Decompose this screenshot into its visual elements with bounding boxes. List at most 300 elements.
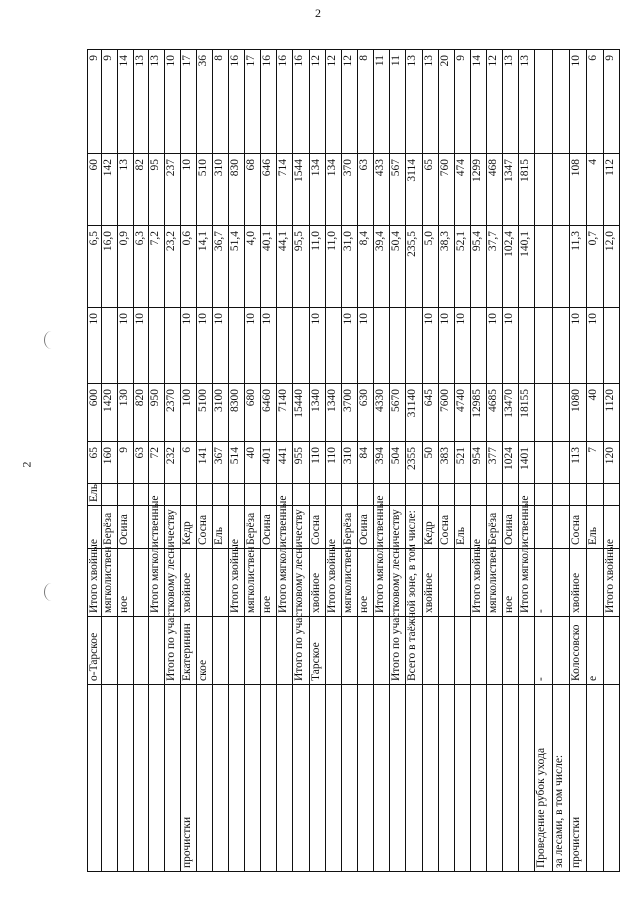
table-cell-number	[535, 384, 553, 442]
table-cell-number: 8	[358, 50, 374, 154]
table-cell-number: 10	[342, 308, 358, 384]
table-cell-number: 14	[471, 50, 487, 154]
table-cell-text	[102, 484, 118, 506]
table-cell-text	[604, 484, 620, 506]
table-cell-number: 40	[587, 384, 604, 442]
table-cell-text	[553, 506, 570, 549]
table-cell-number: 10	[423, 308, 439, 384]
table-cell-number: 645	[423, 384, 439, 442]
table-cell-number: 3700	[342, 384, 358, 442]
table-row	[423, 50, 439, 872]
table-row	[118, 50, 134, 872]
table-cell-number: 60	[88, 154, 102, 226]
table-cell-text	[165, 685, 181, 872]
table-cell-text	[326, 484, 342, 506]
table-cell-text: мягколиствен	[102, 549, 118, 617]
table-cell-number: 13	[118, 154, 134, 226]
table-cell-text	[358, 685, 374, 872]
table-cell-number: 310	[213, 154, 229, 226]
table-cell-number: 714	[277, 154, 293, 226]
table-cell-number: 130	[118, 384, 134, 442]
table-cell-number: 394	[374, 442, 390, 484]
table-cell-text	[519, 617, 535, 685]
table-cell-number: 110	[310, 442, 326, 484]
table-cell-text: Всего в таёжной зоне, в том числе:	[406, 617, 423, 685]
table-cell-text	[487, 685, 503, 872]
table-cell-text	[570, 484, 587, 506]
punch-hole-lower	[44, 583, 59, 601]
page-number-side: 2	[19, 461, 34, 468]
table-row	[604, 50, 620, 872]
table-cell-number: 680	[245, 384, 261, 442]
table-cell-text: Осина	[503, 506, 519, 549]
table-cell-text	[503, 617, 519, 685]
table-cell-text	[134, 685, 149, 872]
table-cell-text: ное	[503, 549, 519, 617]
table-cell-number: 4330	[374, 384, 390, 442]
table-row	[197, 50, 213, 872]
table-cell-number: 12	[342, 50, 358, 154]
table-cell-number: 232	[165, 442, 181, 484]
table-cell-number: 102,4	[503, 226, 519, 308]
table-cell-number: 1024	[503, 442, 519, 484]
table-cell-text	[342, 617, 358, 685]
table-cell-number: 140,1	[519, 226, 535, 308]
table-cell-number: 521	[455, 442, 471, 484]
table-cell-number	[374, 308, 390, 384]
table-cell-text: Ель	[213, 506, 229, 549]
table-cell-number: 12	[487, 50, 503, 154]
table-cell-text: хвойное	[423, 549, 439, 617]
table-cell-number	[519, 308, 535, 384]
table-cell-number: 72	[149, 442, 165, 484]
table-cell-number: 13	[423, 50, 439, 154]
table-cell-number: 16	[277, 50, 293, 154]
table-cell-number: 9	[118, 442, 134, 484]
table-cell-number	[535, 154, 553, 226]
table-cell-text: Проведение рубок ухода	[535, 685, 553, 872]
table-cell-text	[149, 685, 165, 872]
table-cell-number: 514	[229, 442, 245, 484]
table-cell-text: ное	[358, 549, 374, 617]
table-cell-text	[471, 484, 487, 506]
table-cell-number	[165, 308, 181, 384]
table-cell-text	[118, 484, 134, 506]
table-cell-number: 141	[197, 442, 213, 484]
table-row	[503, 50, 519, 872]
table-cell-number: 6460	[261, 384, 277, 442]
table-cell-number: 10	[181, 308, 197, 384]
table-cell-text: Итого хвойные	[326, 549, 342, 617]
table-cell-number	[149, 308, 165, 384]
table-cell-text	[310, 484, 326, 506]
table-cell-text: Итого хвойные	[88, 549, 102, 617]
table-cell-text: Кедр	[181, 506, 197, 549]
table-cell-text	[587, 549, 604, 617]
table-cell-text	[455, 484, 471, 506]
table-cell-text: Итого по участковому лесничеству	[293, 617, 310, 685]
table-cell-number: 10	[245, 308, 261, 384]
punch-hole-upper	[44, 331, 59, 349]
table-cell-number: 6,3	[134, 226, 149, 308]
table-cell-number: 13	[519, 50, 535, 154]
table-row	[165, 50, 181, 872]
table-cell-text	[535, 484, 553, 506]
table-cell-text	[390, 484, 406, 506]
table-cell-number: 646	[261, 154, 277, 226]
table-cell-number: 40,1	[261, 226, 277, 308]
table-cell-number: 160	[102, 442, 118, 484]
table-cell-text	[390, 685, 406, 872]
table-cell-text	[455, 549, 471, 617]
table-cell-number: 0,9	[118, 226, 134, 308]
table-cell-number: 383	[439, 442, 455, 484]
table-cell-number: 31140	[406, 384, 423, 442]
table-cell-number: 39,4	[374, 226, 390, 308]
table-cell-text: Осина	[118, 506, 134, 549]
table-cell-text	[604, 685, 620, 872]
table-cell-number: 10	[587, 308, 604, 384]
table-cell-text	[181, 484, 197, 506]
table-row	[261, 50, 277, 872]
table-cell-text	[406, 484, 423, 506]
table-cell-number	[390, 308, 406, 384]
table-cell-text	[553, 549, 570, 617]
table-cell-text: Итого мягколиственные	[374, 549, 390, 617]
table-cell-number: 16,0	[102, 226, 118, 308]
table-row	[149, 50, 165, 872]
table-cell-number: 120	[604, 442, 620, 484]
table-cell-number: 474	[455, 154, 471, 226]
table-cell-number: 10	[503, 308, 519, 384]
table-cell-text: Ель	[455, 506, 471, 549]
table-row	[455, 50, 471, 872]
table-cell-number: 63	[358, 154, 374, 226]
table-cell-text	[134, 484, 149, 506]
table-cell-number: 51,4	[229, 226, 245, 308]
table-cell-number: 4,0	[245, 226, 261, 308]
table-row	[374, 50, 390, 872]
table-cell-text: Берёза	[102, 506, 118, 549]
table-cell-number: 134	[326, 154, 342, 226]
table-cell-text	[423, 617, 439, 685]
table-row	[535, 50, 553, 872]
table-cell-number: 567	[390, 154, 406, 226]
table-cell-text	[455, 617, 471, 685]
table-cell-text	[342, 484, 358, 506]
table-cell-text: Ель	[88, 484, 102, 506]
table-cell-number: 50,4	[390, 226, 406, 308]
table-cell-number	[535, 226, 553, 308]
table-row	[358, 50, 374, 872]
table-cell-number: 630	[358, 384, 374, 442]
table-cell-number: 370	[342, 154, 358, 226]
table-cell-number: 10	[134, 308, 149, 384]
table-cell-number: 367	[213, 442, 229, 484]
table-cell-number	[604, 308, 620, 384]
table-cell-text: мягколиствен	[245, 549, 261, 617]
table-cell-number: 10	[181, 154, 197, 226]
table-cell-number: 377	[487, 442, 503, 484]
table-cell-number: 65	[423, 154, 439, 226]
table-cell-number: 0,7	[587, 226, 604, 308]
table-cell-text	[439, 549, 455, 617]
table-cell-number: 9	[102, 50, 118, 154]
table-cell-text	[326, 617, 342, 685]
table-cell-number: 13	[149, 50, 165, 154]
table-cell-text: е	[587, 617, 604, 685]
table-cell-text	[519, 685, 535, 872]
table-row	[213, 50, 229, 872]
table-cell-number: 10	[261, 308, 277, 384]
table-cell-text: Сосна	[310, 506, 326, 549]
table-cell-text	[553, 617, 570, 685]
table-cell-number: 100	[181, 384, 197, 442]
table-row	[181, 50, 197, 872]
table-cell-number: 1347	[503, 154, 519, 226]
table-cell-text: хвойное	[570, 549, 587, 617]
table-cell-text: хвойное	[310, 549, 326, 617]
table-cell-number: 1544	[293, 154, 310, 226]
table-cell-text	[553, 484, 570, 506]
table-cell-text	[604, 617, 620, 685]
table-row	[88, 50, 102, 872]
table-cell-number: 17	[245, 50, 261, 154]
table-cell-text	[293, 685, 310, 872]
table-row	[406, 50, 423, 872]
table-cell-number: 11	[390, 50, 406, 154]
table-cell-text	[423, 484, 439, 506]
table-cell-text	[213, 685, 229, 872]
table-cell-number	[293, 308, 310, 384]
table-cell-number: 112	[604, 154, 620, 226]
table-cell-text: Итого по участковому лесничеству	[165, 617, 181, 685]
table-cell-number: 4	[587, 154, 604, 226]
table-cell-number: 9	[455, 50, 471, 154]
table-cell-text: Итого хвойные	[229, 549, 245, 617]
table-cell-number: 68	[245, 154, 261, 226]
table-cell-number: 1080	[570, 384, 587, 442]
table-cell-number: 44,1	[277, 226, 293, 308]
table-cell-text	[358, 617, 374, 685]
table-cell-number: 0,6	[181, 226, 197, 308]
table-cell-number	[553, 308, 570, 384]
table-cell-number: 12	[310, 50, 326, 154]
table-cell-number: 8,4	[358, 226, 374, 308]
table-cell-number	[535, 442, 553, 484]
table-cell-text	[277, 617, 293, 685]
table-cell-number: 50	[423, 442, 439, 484]
table-row	[553, 50, 570, 872]
table-cell-number: 40	[245, 442, 261, 484]
table-cell-number: 1420	[102, 384, 118, 442]
table-cell-number: 468	[487, 154, 503, 226]
table-cell-number	[553, 154, 570, 226]
table-cell-text	[197, 685, 213, 872]
table-cell-text	[587, 484, 604, 506]
table-cell-number: 12985	[471, 384, 487, 442]
table-cell-number: 6	[587, 50, 604, 154]
table-cell-number: 10	[570, 308, 587, 384]
table-cell-number: 600	[88, 384, 102, 442]
table-cell-text	[197, 549, 213, 617]
table-cell-text	[134, 506, 149, 549]
table-cell-text: Кедр	[423, 506, 439, 549]
table-cell-text	[229, 617, 245, 685]
table-cell-text	[261, 617, 277, 685]
table-cell-text	[149, 617, 165, 685]
table-cell-number: 13	[134, 50, 149, 154]
table-cell-text: Итого хвойные	[604, 549, 620, 617]
table-cell-number: 134	[310, 154, 326, 226]
table-cell-number: 37,7	[487, 226, 503, 308]
table-cell-number: 7600	[439, 384, 455, 442]
table-cell-number: 14	[118, 50, 134, 154]
table-cell-number: 11,0	[326, 226, 342, 308]
table-cell-number	[102, 308, 118, 384]
table-cell-text	[118, 685, 134, 872]
table-cell-text: Сосна	[197, 506, 213, 549]
table-cell-number: 820	[134, 384, 149, 442]
table-cell-number	[471, 308, 487, 384]
table-cell-number: 108	[570, 154, 587, 226]
table-row	[229, 50, 245, 872]
table-cell-number: 36	[197, 50, 213, 154]
table-cell-number	[553, 226, 570, 308]
table-cell-text	[197, 484, 213, 506]
table-cell-number: 6,5	[88, 226, 102, 308]
table-cell-number: 31,0	[342, 226, 358, 308]
table-cell-number: 955	[293, 442, 310, 484]
table-row	[439, 50, 455, 872]
table-cell-number: 830	[229, 154, 245, 226]
table-cell-text	[487, 484, 503, 506]
table-cell-number: 52,1	[455, 226, 471, 308]
table-cell-number: 11,0	[310, 226, 326, 308]
table-cell-number	[535, 50, 553, 154]
table-cell-text: Сосна	[439, 506, 455, 549]
table-cell-text: ное	[261, 549, 277, 617]
table-cell-text: прочистки	[570, 685, 587, 872]
table-cell-text: Тарское	[310, 617, 326, 685]
table-cell-text: Берёза	[342, 506, 358, 549]
table-cell-number: 11,3	[570, 226, 587, 308]
table-cell-text: мягколиствен	[487, 549, 503, 617]
table-cell-number: 11	[374, 50, 390, 154]
table-cell-text	[310, 685, 326, 872]
table-cell-text	[439, 484, 455, 506]
table-cell-number: 2370	[165, 384, 181, 442]
table-cell-number: 5,0	[423, 226, 439, 308]
table-cell-text	[358, 484, 374, 506]
table-cell-text	[261, 685, 277, 872]
table-cell-number: 310	[342, 442, 358, 484]
table-cell-text	[503, 685, 519, 872]
table-cell-text	[245, 617, 261, 685]
table-cell-text: Колосовско	[570, 617, 587, 685]
table-cell-text: Берёза	[245, 506, 261, 549]
table-cell-text	[102, 617, 118, 685]
forest-care-table	[87, 49, 620, 872]
table-cell-text	[503, 484, 519, 506]
table-cell-number: 113	[570, 442, 587, 484]
table-cell-number: 1401	[519, 442, 535, 484]
table-cell-text: Итого хвойные	[471, 549, 487, 617]
table-cell-text: мягколиствен	[342, 549, 358, 617]
table-cell-text	[471, 617, 487, 685]
table-cell-number: 4685	[487, 384, 503, 442]
table-cell-number: 3100	[213, 384, 229, 442]
table-cell-text: -	[535, 617, 553, 685]
table-row	[293, 50, 310, 872]
table-cell-text: Осина	[261, 506, 277, 549]
table-cell-text	[165, 484, 181, 506]
table-cell-number: 110	[326, 442, 342, 484]
table-cell-number	[535, 308, 553, 384]
table-cell-number: 10	[197, 308, 213, 384]
table-cell-number	[326, 308, 342, 384]
table-cell-number: 954	[471, 442, 487, 484]
table-cell-number: 36,7	[213, 226, 229, 308]
table-cell-number: 16	[261, 50, 277, 154]
table-cell-text	[118, 617, 134, 685]
table-cell-text: Итого мягколиственные	[149, 549, 165, 617]
table-cell-text	[471, 685, 487, 872]
table-row	[277, 50, 293, 872]
table-cell-text: ное	[118, 549, 134, 617]
table-cell-number: 12	[326, 50, 342, 154]
table-cell-number: 95	[149, 154, 165, 226]
table-cell-number: 1120	[604, 384, 620, 442]
table-cell-number: 5100	[197, 384, 213, 442]
table-cell-number: 10	[570, 50, 587, 154]
table-cell-number: 15440	[293, 384, 310, 442]
table-row	[587, 50, 604, 872]
table-row	[342, 50, 358, 872]
rotated-table-container	[87, 50, 614, 872]
table-cell-text: Екатеринин	[181, 617, 197, 685]
table-cell-text	[535, 506, 553, 549]
table-row	[487, 50, 503, 872]
table-cell-number: 510	[197, 154, 213, 226]
table-cell-text: Осина	[358, 506, 374, 549]
table-cell-number: 38,3	[439, 226, 455, 308]
table-cell-number	[553, 50, 570, 154]
table-cell-number	[406, 308, 423, 384]
table-cell-number: 95,5	[293, 226, 310, 308]
table-cell-number: 82	[134, 154, 149, 226]
table-row	[102, 50, 118, 872]
table-row	[326, 50, 342, 872]
table-cell-number: 401	[261, 442, 277, 484]
table-cell-number: 16	[229, 50, 245, 154]
table-cell-text	[277, 685, 293, 872]
table-cell-number: 1340	[326, 384, 342, 442]
table-cell-number	[553, 384, 570, 442]
table-cell-number: 8300	[229, 384, 245, 442]
table-cell-number: 7140	[277, 384, 293, 442]
table-cell-text	[261, 484, 277, 506]
table-cell-text: за лесами, в том числе:	[553, 685, 570, 872]
table-cell-text	[455, 685, 471, 872]
table-cell-number: 237	[165, 154, 181, 226]
table-cell-number: 10	[439, 308, 455, 384]
table-cell-number: 18155	[519, 384, 535, 442]
table-cell-text: Берёза	[487, 506, 503, 549]
table-cell-number: 142	[102, 154, 118, 226]
table-cell-text: Ель	[587, 506, 604, 549]
table-cell-text	[88, 685, 102, 872]
